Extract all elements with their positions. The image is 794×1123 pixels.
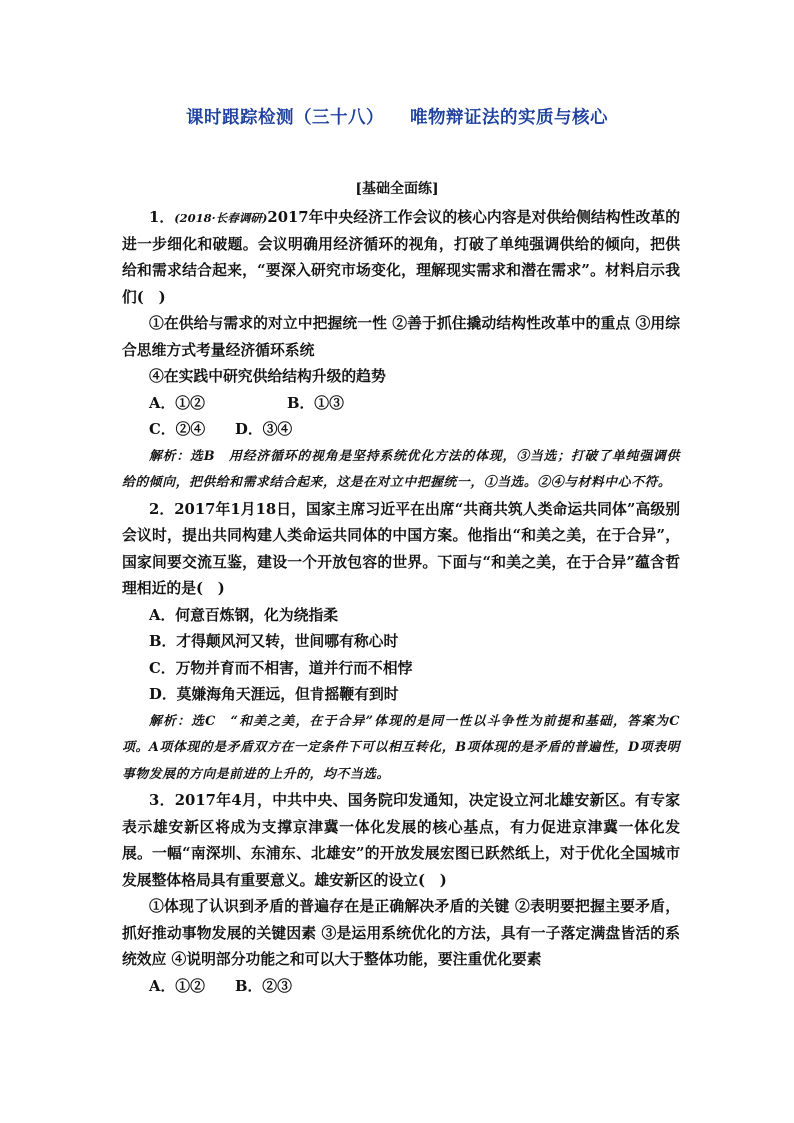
option-c: C．②④ [149,421,206,438]
question-1-source: (2018·长春调研) [174,211,268,225]
question-2-stem: 2．2017年1月18日，国家主席习近平在出席“共商共筑人类命运共同体”高级别会议时，提出共同构建人类命运共同体的中国方案。他指出“和美之美，在于合异”，国家间要交流互鉴，建设一个开放包容的世界。下面与“和美之美，在于合异”蕴含哲理相近的是( ) [122,500,680,597]
question-2-option-d: D．莫嫌海角天涯远，但肯摇鞭有到时 [149,686,399,703]
question-3-items: ①体现了认识到矛盾的普遍存在是正确解决矛盾的关键 ②表明要把握主要矛盾，抓好推动事物发展的关键因素 ③是运用系统优化的方法，具有一子落定满盘皆活的系统效应 ④说明部分功能之和可以大于整体功能，要注重优化要素 [122,898,680,968]
question-1-items: ①在供给与需求的对立中把握统一性 ②善于抓住撬动结构性改革中的重点 ③用综合思维方式考量经济循环系统 [122,315,680,359]
option-b: B．①③ [287,394,344,412]
page-title [0,104,794,129]
title-left: 课时跟踪检测（三十八） [186,108,384,128]
option-a: A．①② [149,394,205,412]
question-3-stem: 3．2017年4月，中共中央、国务院印发通知，决定设立河北雄安新区。有专家表示雄安新区将成为支撑京津冀一体化发展的核心基点，有力促进京津冀一体化发展。一幅“南深圳、东浦东、北雄安”的开放发展宏图已跃然纸上，对于优化全国城市发展整体格局具有重要意义。雄安新区的设立( ) [122,792,680,889]
section-heading: [基础全面练] [355,181,439,197]
question-1-text: 2017年中央经济工作会议的核心内容是对供给侧结构性改革的进一步细化和破题。会议明确用经济循环的视角，打破了单纯强调供给的倾向，把供给和需求结合起来，“要深入研究市场变化，理解现实需求和潜在需求”。材料启示我们( ) [122,209,681,306]
question-2-option-c: C．万物并育而不相害，道并行而不相悖 [149,659,413,677]
question-3-options-ab [149,974,680,1001]
option-a: A．①② [149,977,205,995]
option-d: D．③④ [235,421,293,438]
question-2-analysis: 解析：选C “和美之美，在于合异”体现的是同一性以斗争性为前提和基础，答案为C项。A项体现的是矛盾双方在一定条件下可以相互转化，B项体现的是矛盾的普遍性，D项表明事物发展的方向是前进的上升的，均不当选。 [122,713,680,782]
question-1-stem [122,205,680,311]
question-1-item-4: ④在实践中研究供给结构升级的趋势 [149,368,386,385]
title-right: 唯物辩证法的实质与核心 [410,108,608,128]
option-b: B．②③ [235,977,292,995]
question-2-option-b: B．才得颠风河又转，世间哪有称心时 [149,633,399,650]
question-2-option-a: A．何意百炼钢，化为绕指柔 [149,606,339,624]
question-1-number: 1． [149,209,175,226]
question-list [122,205,680,1000]
question-1-options-cd [149,417,680,444]
question-1-analysis: 解析：选B 用经济循环的视角是坚持系统优化方法的体现，③当选；打破了单纯强调供给的倾向，把供给和需求结合起来，这是在对立中把握统一，①当选。②④与材料中心不符。 [122,448,680,490]
question-1-options-ab [149,391,680,418]
